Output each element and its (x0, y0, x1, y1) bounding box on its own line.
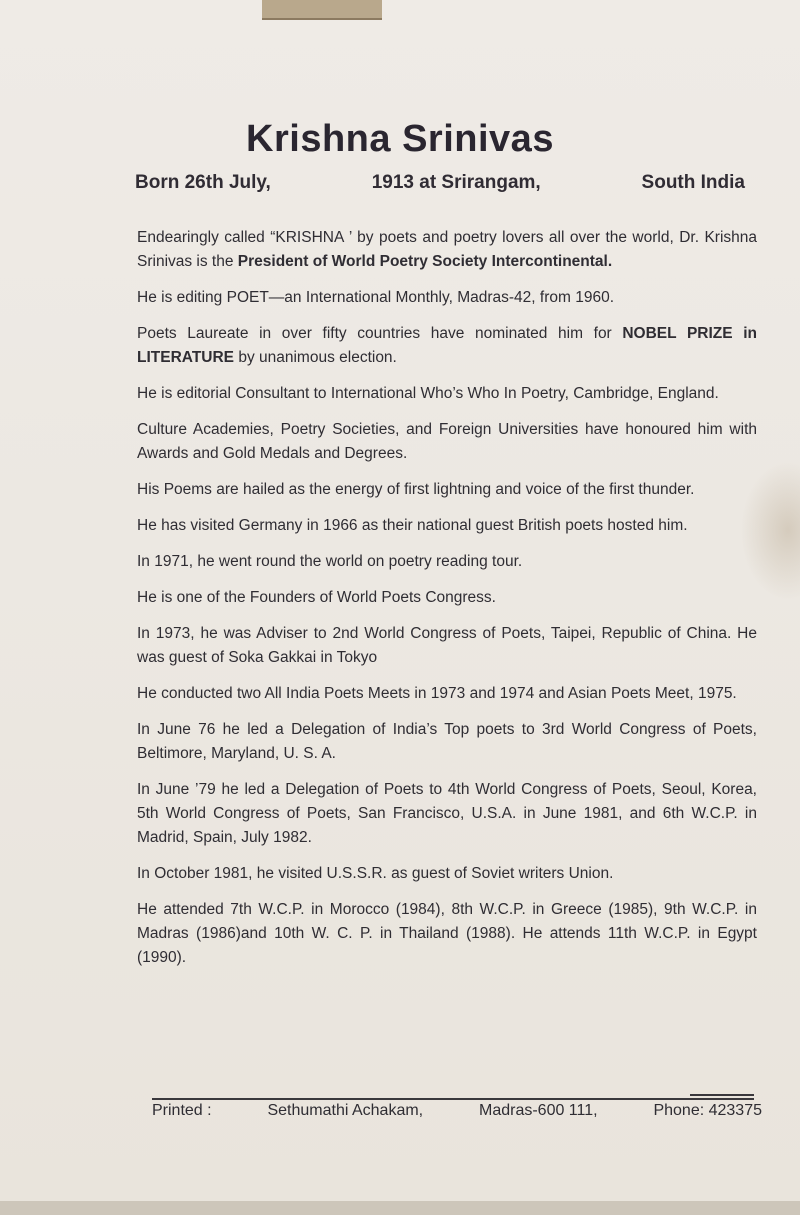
bio-paragraph: In October 1981, he visited U.S.S.R. as guest of Soviet writers Union. (137, 865, 614, 882)
bio-paragraph: In 1973, he was Adviser to 2nd World Congress of Poets, Taipei, Republic of China. He was guest of Soka Gakkai in Tokyo (137, 625, 757, 666)
printed-label: Printed : (152, 1102, 212, 1119)
printer-name: Sethumathi Achakam, (267, 1102, 424, 1119)
bio-paragraph: He conducted two All India Poets Meets in 1973 and 1974 and Asian Poets Meet, 1975. (137, 685, 737, 702)
bio-paragraph: He has visited Germany in 1966 as their national guest British poets hosted him. (137, 517, 688, 534)
bio-paragraph: In June 76 he led a Delegation of India’s Top poets to 3rd World Congress of Poets, Beltimore, Maryland, U. S. A. (137, 721, 757, 762)
bio-paragraph: Poets Laureate in over fifty countries have nominated him for NOBEL PRIZE in LITERATURE by unanimous election. (137, 325, 757, 366)
bio-paragraph: He is editorial Consultant to International Who’s Who In Poetry, Cambridge, England. (137, 385, 719, 402)
printer-address: Madras-600 111, (478, 1102, 598, 1119)
bio-paragraph: In June ’79 he led a Delegation of Poets to 4th World Congress of Poets, Seoul, Korea, 5th World Congress of Poets, San Francisco, U.S.A. in June 1981, and 6th W.C.P. in Madrid, Spain, July 1982. (137, 781, 757, 846)
biography (137, 226, 757, 982)
bio-paragraph: His Poems are hailed as the energy of first lightning and voice of the first thunder. (137, 481, 695, 498)
paper-bottom-edge (0, 1201, 800, 1215)
bio-paragraph: He attended 7th W.C.P. in Morocco (1984), 8th W.C.P. in Greece (1985), 9th W.C.P. in Madras (1986)and 10th W. C. P. in Thailand (1988). He attends 11th W.C.P. in Egypt (1990). (137, 901, 757, 966)
bio-paragraph: He is editing POET—an International Monthly, Madras-42, from 1960. (137, 289, 614, 306)
bio-paragraph: Endearingly called “KRISHNA ’ by poets and poetry lovers all over the world, Dr. Krishna Srinivas is the President of World Poetry Society Intercontinental. (137, 229, 757, 270)
bio-paragraph: Culture Academies, Poetry Societies, and Foreign Universities have honoured him with Awards and Gold Medals and Degrees. (137, 421, 757, 462)
paper-tab (262, 0, 382, 20)
birth-date: Born 26th July, (135, 172, 271, 193)
footer-rule (152, 1098, 754, 1100)
printer-phone: Phone: 423375 (653, 1102, 762, 1119)
birth-place: 1913 at Srirangam, (371, 172, 541, 193)
printer-imprint (152, 1102, 762, 1120)
page-title: Krishna Srinivas (246, 118, 554, 160)
footer-rule-short (690, 1094, 754, 1096)
birth-region: South India (641, 172, 745, 193)
birth-line (135, 172, 745, 194)
bio-paragraph: In 1971, he went round the world on poetry reading tour. (137, 553, 523, 570)
bio-paragraph: He is one of the Founders of World Poets Congress. (137, 589, 496, 606)
